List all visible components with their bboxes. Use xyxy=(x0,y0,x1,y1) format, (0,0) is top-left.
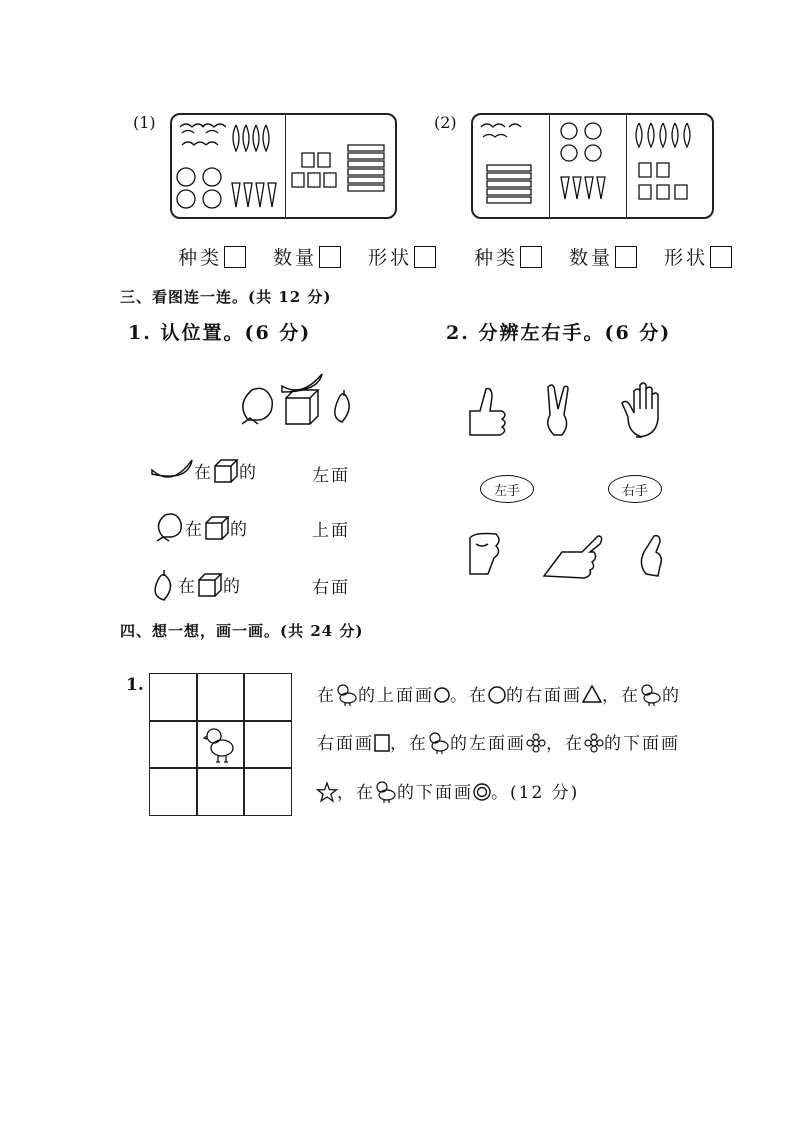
answer-box-kind-1[interactable] xyxy=(224,246,246,268)
left-hand-label[interactable]: 左手 xyxy=(480,475,534,503)
flower-icon xyxy=(584,733,604,753)
answer-box-kind-2[interactable] xyxy=(520,246,542,268)
vegetables-books-illustration-2 xyxy=(473,115,712,217)
right-hand-label[interactable]: 右手 xyxy=(608,475,662,503)
option-count-label: 数量 xyxy=(273,247,318,269)
circle-icon xyxy=(488,686,506,704)
hands-top-row xyxy=(462,383,692,443)
de-text: 的 xyxy=(223,577,242,597)
chick-icon xyxy=(336,683,358,707)
question-3-1-title: 1. 认位置。(6 分) xyxy=(128,322,312,344)
chick-icon xyxy=(428,731,450,755)
chick-icon xyxy=(640,683,662,707)
fist-hand-icon xyxy=(470,534,499,575)
peach-icon xyxy=(155,511,185,543)
direction-left[interactable]: 左面 xyxy=(312,466,350,486)
position-row-pear xyxy=(152,566,242,602)
star-icon xyxy=(317,782,337,802)
thumbs-up-hand-icon xyxy=(470,389,505,435)
drawing-grid[interactable] xyxy=(149,673,292,816)
cube-icon xyxy=(204,515,230,541)
option-kind-label: 种类 xyxy=(474,247,519,269)
option-shape-label: 形状 xyxy=(664,247,709,269)
zai-text: 在 xyxy=(185,520,204,540)
option-count-label: 数量 xyxy=(569,247,614,269)
chick-icon xyxy=(204,726,238,764)
options-row-1 xyxy=(178,243,436,270)
flower-icon xyxy=(526,733,546,753)
circle-icon xyxy=(434,687,450,703)
position-row-banana xyxy=(150,458,258,484)
direction-top[interactable]: 上面 xyxy=(312,521,350,541)
picture-box-2 xyxy=(471,113,714,219)
open-hand-icon xyxy=(622,383,658,437)
question-4-1-number: 1. xyxy=(126,675,144,695)
option-shape-label: 形状 xyxy=(368,247,413,269)
cube-icon xyxy=(197,572,223,598)
instruction-line-2: 右面画 ，在 的左面画 ，在 的下面画 xyxy=(317,731,680,756)
victory-hand-icon xyxy=(548,385,568,435)
hands-bottom-row xyxy=(466,530,686,580)
instruction-line-3: ，在 的下面画 。(12 分) xyxy=(317,780,579,805)
question-1-label: (1) xyxy=(133,113,156,132)
section-3-heading: 三、看图连一连。(共 12 分) xyxy=(120,288,332,306)
pointing-hand-icon xyxy=(544,536,602,578)
question-2-label: (2) xyxy=(434,113,457,132)
direction-right[interactable]: 右面 xyxy=(312,578,350,598)
de-text: 的 xyxy=(230,520,249,540)
zai-text: 在 xyxy=(194,463,213,483)
question-3-2-title: 2. 分辨左右手。(6 分) xyxy=(446,322,672,344)
position-row-peach xyxy=(155,511,249,543)
section-4-heading: 四、想一想，画一画。(共 24 分) xyxy=(120,622,364,640)
options-row-2 xyxy=(474,243,732,270)
chick-icon xyxy=(375,780,397,804)
option-kind-label: 种类 xyxy=(178,247,223,269)
answer-box-count-2[interactable] xyxy=(615,246,637,268)
zai-text: 在 xyxy=(178,577,197,597)
answer-box-count-1[interactable] xyxy=(319,246,341,268)
picture-box-1 xyxy=(170,113,397,219)
banana-icon xyxy=(150,458,194,484)
square-icon xyxy=(374,734,390,752)
answer-box-shape-1[interactable] xyxy=(414,246,436,268)
position-scene-illustration xyxy=(236,364,366,428)
answer-box-shape-2[interactable] xyxy=(710,246,732,268)
instruction-line-1: 在 的上面画 。在 的右面画 ，在 的 xyxy=(317,683,681,708)
de-text: 的 xyxy=(239,463,258,483)
cube-icon xyxy=(213,458,239,484)
double-circle-icon xyxy=(473,783,491,801)
triangle-icon xyxy=(582,685,602,703)
ok-hand-icon xyxy=(641,536,661,576)
vegetables-books-illustration xyxy=(172,115,395,217)
pear-icon xyxy=(152,566,178,602)
